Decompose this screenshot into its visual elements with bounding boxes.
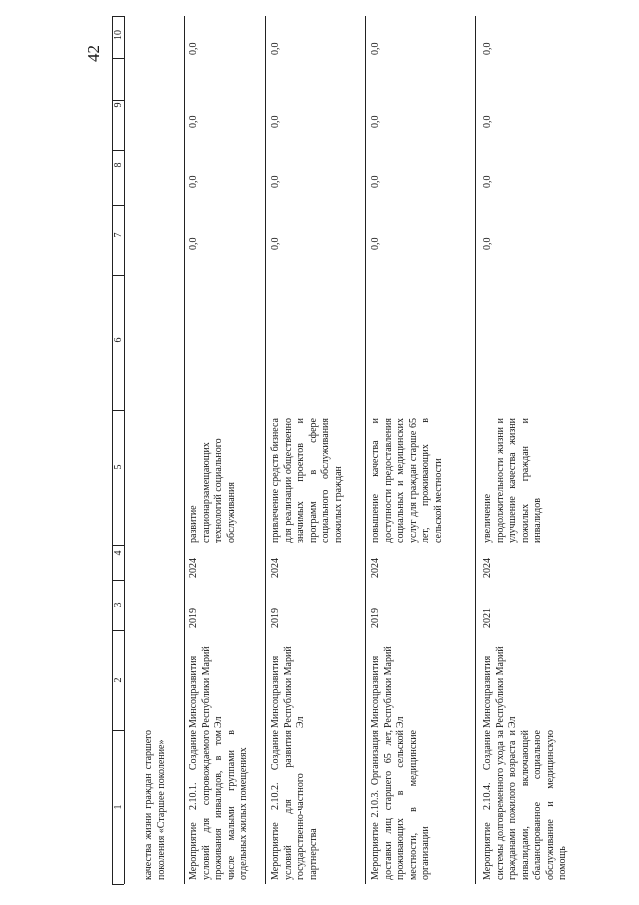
row1-measure: Мероприятие 2.10.1. Создание условий для сопровождаемого проживания инвалидов, в том числе малыми группами в отдельных жилых помещениях bbox=[188, 730, 249, 880]
row3-col7: 0,0 bbox=[370, 237, 381, 250]
table-bottom-border bbox=[112, 884, 124, 885]
row3-result: повышение качества и доступности предоставления социальных и медицинских услуг для граждан старше 65 лет, проживающих в сельской местности bbox=[370, 418, 444, 543]
row3-col10: 0,0 bbox=[370, 42, 381, 55]
col-divider bbox=[112, 205, 124, 206]
row2-col10: 0,0 bbox=[270, 42, 281, 55]
col-divider bbox=[112, 275, 124, 276]
row-divider bbox=[265, 16, 266, 884]
row4-result: увеличение продолжительности жизни и улучшение качества жизни пожилых граждан и инвалидов bbox=[482, 418, 543, 543]
continuation-text: качества жизни граждан старшего поколения «Старшее поколение» bbox=[143, 730, 167, 880]
row1-end: 2024 bbox=[188, 558, 199, 578]
col-header-7: 7 bbox=[113, 232, 124, 238]
table-left-border bbox=[112, 16, 113, 884]
row4-executor: Минсоцразвития Республики Марий Эл bbox=[482, 646, 518, 728]
col-divider bbox=[112, 580, 124, 581]
row-divider bbox=[365, 16, 366, 884]
row4-start: 2021 bbox=[482, 608, 493, 628]
col-header-1: 1 bbox=[113, 804, 124, 810]
row4-col10: 0,0 bbox=[482, 42, 493, 55]
row1-executor: Минсоцразвития Республики Марий Эл bbox=[188, 646, 224, 728]
col-header-9: 9 bbox=[113, 102, 124, 108]
row4-col9: 0,0 bbox=[482, 115, 493, 128]
row1-col8: 0,0 bbox=[188, 175, 199, 188]
row2-col7: 0,0 bbox=[270, 237, 281, 250]
col-divider bbox=[112, 630, 124, 631]
row1-col7: 0,0 bbox=[188, 237, 199, 250]
table-top-border bbox=[112, 16, 124, 17]
col-header-10: 10 bbox=[113, 30, 124, 40]
col-divider bbox=[112, 58, 124, 59]
row2-col9: 0,0 bbox=[270, 115, 281, 128]
row1-col9: 0,0 bbox=[188, 115, 199, 128]
row3-end: 2024 bbox=[370, 558, 381, 578]
row1-col10: 0,0 bbox=[188, 42, 199, 55]
row3-col8: 0,0 bbox=[370, 175, 381, 188]
row2-result: привлечение средств бизнеса для реализации общественно значимых проектов и программ в сфере социального обслуживания пожилых граждан bbox=[270, 418, 344, 543]
col-divider bbox=[112, 410, 124, 411]
col-header-3: 3 bbox=[113, 602, 124, 608]
row2-start: 2019 bbox=[270, 608, 281, 628]
col-divider bbox=[112, 730, 124, 731]
col-header-8: 8 bbox=[113, 162, 124, 168]
col-header-6: 6 bbox=[113, 337, 124, 343]
row3-executor: Минсоцразвития Республики Марий Эл bbox=[370, 646, 406, 728]
row2-end: 2024 bbox=[270, 558, 281, 578]
col-header-5: 5 bbox=[113, 464, 124, 470]
row-divider bbox=[184, 16, 185, 884]
row4-measure: Мероприятие 2.10.4. Создание системы долговременного ухода за гражданами пожилого возраста и инвалидами, включающей сбалансированное социальное обслуживание и медицинскую помощь bbox=[482, 730, 568, 880]
row-divider bbox=[475, 16, 476, 884]
row3-measure: Мероприятие 2.10.3. Организация доставки лиц старшего 65 лет, проживающих в сельской местности, в медицинские организации bbox=[370, 730, 431, 880]
page-number: 42 bbox=[84, 45, 103, 62]
row1-start: 2019 bbox=[188, 608, 199, 628]
row2-col8: 0,0 bbox=[270, 175, 281, 188]
col-header-4: 4 bbox=[113, 550, 124, 556]
row4-end: 2024 bbox=[482, 558, 493, 578]
row4-col8: 0,0 bbox=[482, 175, 493, 188]
row2-measure: Мероприятие 2.10.2. Создание условий для развития государственно-частного партнерства bbox=[270, 730, 319, 880]
row3-start: 2019 bbox=[370, 608, 381, 628]
row2-executor: Минсоцразвития Республики Марий Эл bbox=[270, 646, 306, 728]
col-header-2: 2 bbox=[113, 677, 124, 683]
row4-col7: 0,0 bbox=[482, 237, 493, 250]
row3-col9: 0,0 bbox=[370, 115, 381, 128]
header-bottom-border bbox=[124, 16, 125, 884]
row1-result: развитие стационарзамещающих технологий социального обслуживания bbox=[188, 438, 237, 543]
